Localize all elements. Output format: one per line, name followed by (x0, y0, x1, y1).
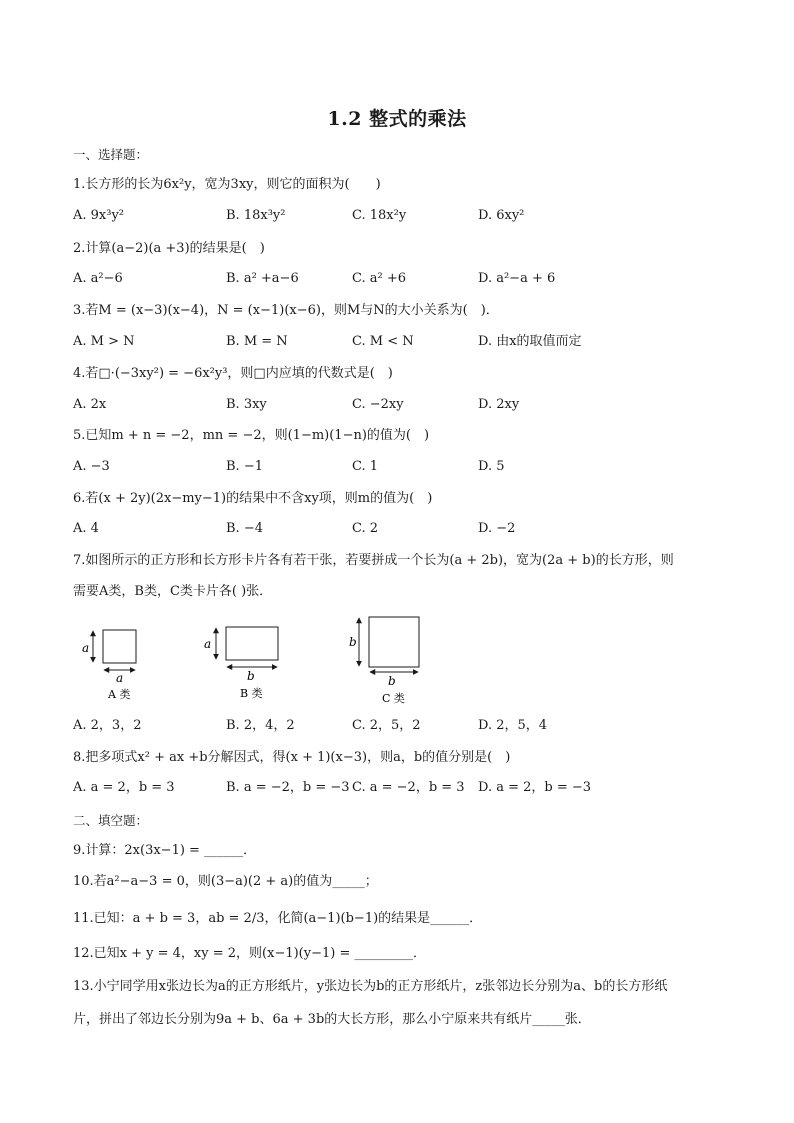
card-a-bottom-label: a (116, 671, 124, 685)
q4-option-c: C. −2xy (352, 397, 404, 412)
q3-option-b: B. M = N (226, 334, 288, 349)
question-5-stem: 5.已知m + n = −2，mn = −2，则(1−m)(1−n)的值为( ) (73, 428, 430, 443)
card-b-rectangle (204, 627, 278, 700)
q7-option-b: B. 2，4，2 (226, 718, 295, 733)
card-b-side-label: a (204, 637, 212, 651)
q4-option-b: B. 3xy (226, 397, 267, 412)
q8-option-a: A. a = 2，b = 3 (73, 780, 175, 795)
question-1-stem: 1.长方形的长为6x²y，宽为3xy，则它的面积为( ) (73, 177, 381, 192)
q6-option-a: A. 4 (73, 521, 99, 536)
q2-option-b: B. a² +a−6 (226, 271, 299, 286)
q1-option-d: D. 6xy² (478, 208, 525, 223)
question-11: 11.已知：a + b = 3，ab = 2/3，化简(a−1)(b−1)的结果是______． (73, 911, 483, 926)
question-4-stem: 4.若□·(−3xy²) = −6x²y³，则□内应填的代数式是( ) (73, 366, 393, 381)
question-8-stem: 8.把多项式x² + ax +b分解因式，得(x + 1)(x−3)，则a，b的值分别是( ) (73, 750, 511, 765)
section-heading-choice: 一、选择题： (73, 147, 149, 162)
card-a-caption: A 类 (108, 688, 131, 701)
q6-option-b: B. −4 (226, 521, 263, 536)
question-9: 9.计算：2x(3x−1) = ______． (73, 843, 257, 858)
question-13-line-1: 13.小宁同学用x张边长为a的正方形纸片，y张边长为b的正方形纸片，z张邻边长分别为a、b的长方形纸 (73, 979, 668, 994)
q3-option-c: C. M < N (352, 334, 414, 349)
q5-option-d: D. 5 (478, 459, 505, 474)
q4-option-d: D. 2xy (478, 397, 520, 412)
card-b-bottom-label: b (247, 669, 255, 683)
page-title: 1.2 整式的乘法 (327, 108, 467, 130)
q8-option-c: C. a = −2，b = 3 (352, 780, 465, 795)
q4-option-a: A. 2x (73, 397, 107, 412)
q5-option-b: B. −1 (226, 459, 263, 474)
q2-option-d: D. a²−a + 6 (478, 271, 556, 286)
question-7-stem: 7.如图所示的正方形和长方形卡片各有若干张，若要拼成一个长为(a + 2b)，宽为(2a + b)的长方形，则 (73, 553, 674, 568)
question-3-stem: 3.若M = (x−3)(x−4)，N = (x−1)(x−6)，则M与N的大小关系为( )． (73, 303, 499, 318)
q1-option-b: B. 18x³y² (226, 208, 286, 223)
q8-option-b: B. a = −2，b = −3 (226, 780, 350, 795)
question-13-line-2: 片，拼出了邻边长分别为9a + b、6a + 3b的大长方形，那么小宁原来共有纸片_____张． (73, 1012, 591, 1027)
q7-option-d: D. 2，5，4 (478, 718, 548, 733)
card-c-square (349, 617, 419, 705)
question-6-stem: 6.若(x + 2y)(2x−my−1)的结果中不含xy项，则m的值为( ) (73, 491, 433, 506)
card-b-caption: B 类 (240, 687, 263, 700)
question-10: 10.若a²−a−3 = 0，则(3−a)(2 + a)的值为_____； (73, 874, 378, 889)
question-2-stem: 2.计算(a−2)(a +3)的结果是( ) (73, 241, 265, 256)
card-a-side-label: a (82, 641, 90, 655)
q7-option-c: C. 2，5，2 (352, 718, 421, 733)
q5-option-c: C. 1 (352, 459, 379, 474)
card-c-side-label: b (349, 635, 357, 649)
q1-option-c: C. 18x²y (352, 208, 407, 223)
q7-option-a: A. 2，3，2 (73, 718, 142, 733)
q2-option-c: C. a² +6 (352, 271, 407, 286)
question-12: 12.已知x + y = 4，xy = 2，则(x−1)(y−1) = _________． (73, 946, 426, 961)
section-heading-fill: 二、填空题： (73, 813, 149, 828)
question-7-stem-continued: 需要A类，B类，C类卡片各( )张． (73, 584, 273, 599)
q6-option-c: C. 2 (352, 521, 379, 536)
card-c-caption: C 类 (382, 692, 405, 705)
q8-option-d: D. a = 2，b = −3 (478, 780, 592, 795)
q2-option-a: A. a²−6 (73, 271, 123, 286)
q5-option-a: A. −3 (73, 459, 110, 474)
card-c-bottom-label: b (388, 674, 396, 688)
q1-option-a: A. 9x³y² (73, 208, 125, 223)
card-types-figure (74, 614, 454, 714)
q3-option-a: A. M > N (73, 334, 135, 349)
q3-option-d: D. 由x的取值而定 (478, 334, 582, 349)
card-a-square (82, 630, 136, 701)
q6-option-d: D. −2 (478, 521, 516, 536)
